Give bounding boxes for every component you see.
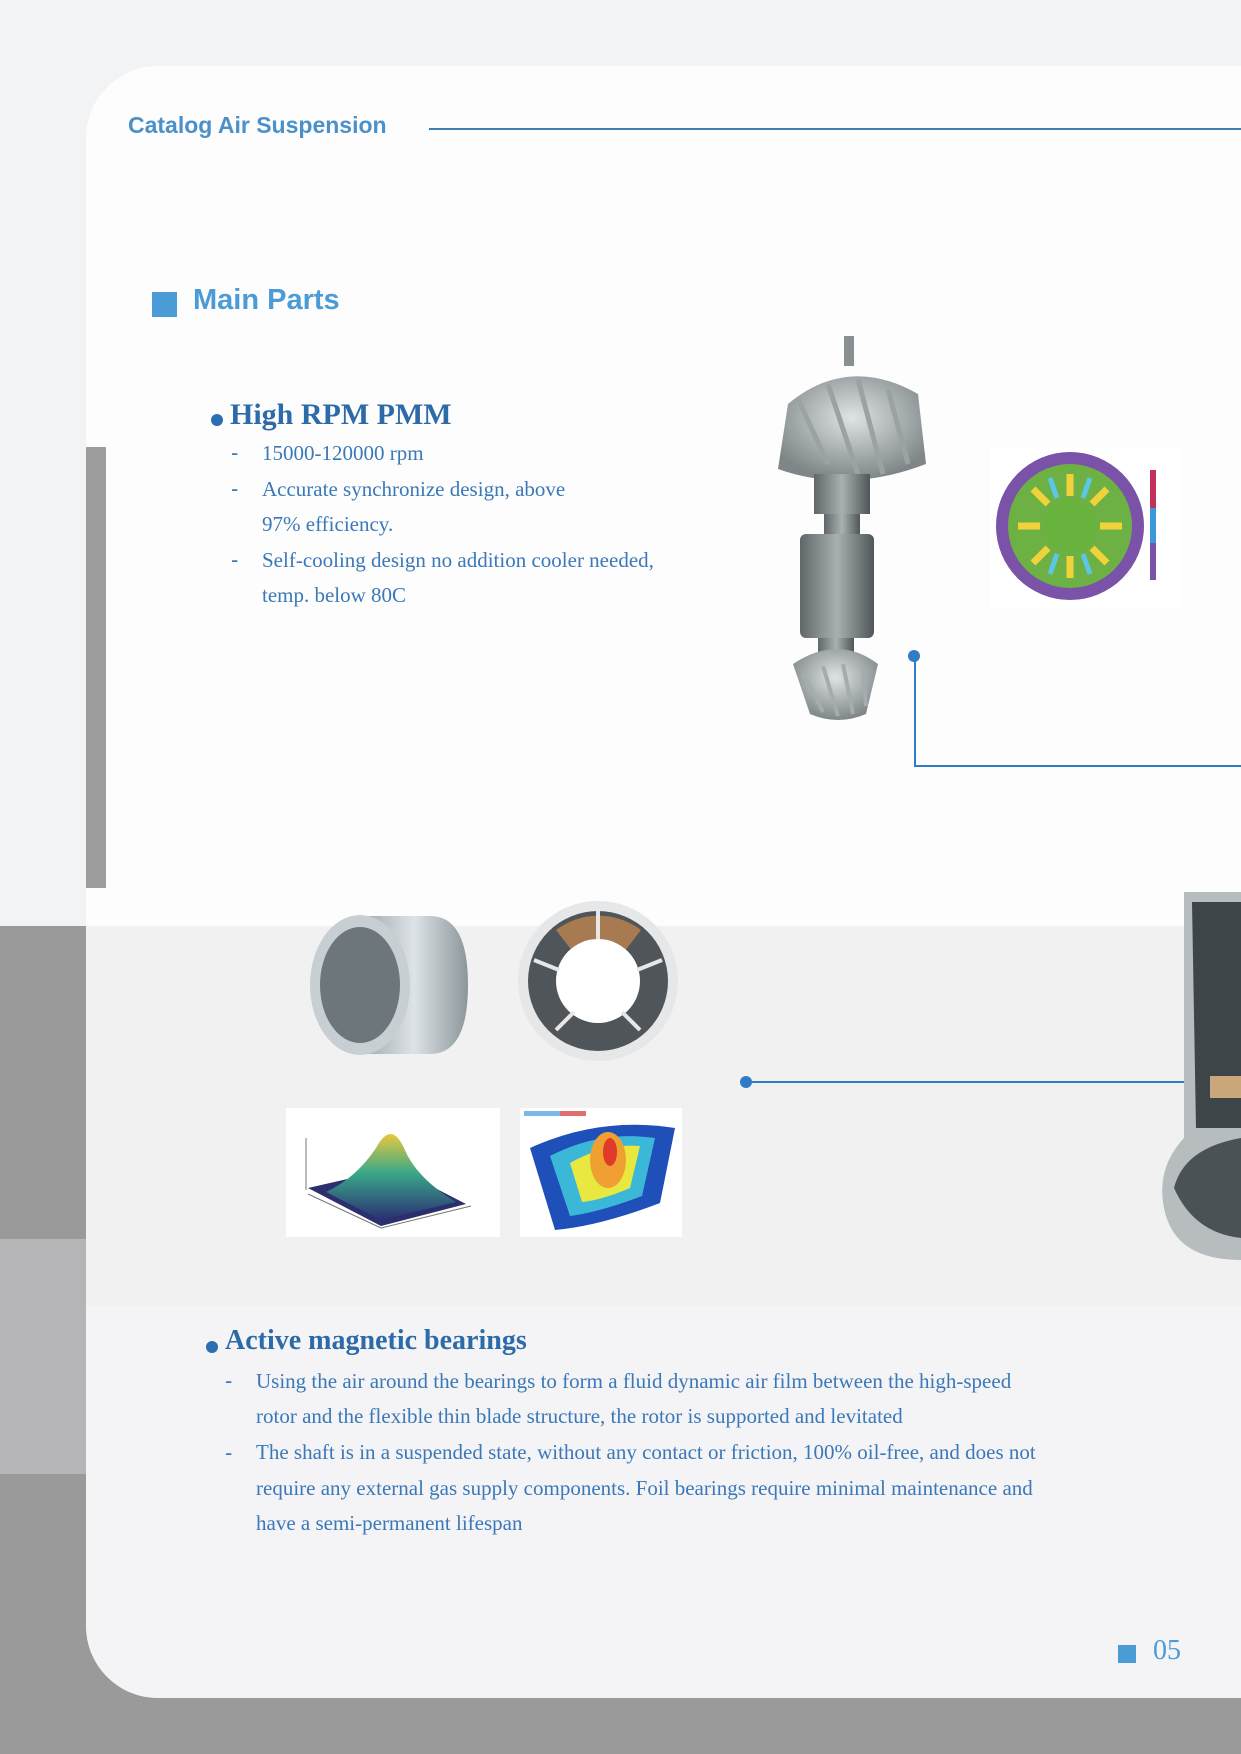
- bearings-title: Active magnetic bearings: [225, 1325, 527, 1356]
- bearings-bullet-2-line-1: The shaft is in a suspended state, without any contact or friction, 100% oil-free, and does not: [256, 1440, 1036, 1464]
- housing-image: [1134, 888, 1241, 1263]
- header-rule: [429, 128, 1241, 130]
- section-square-icon: [152, 292, 177, 317]
- pmm-dash-3: -: [231, 547, 239, 572]
- pmm-dash-1: -: [231, 440, 239, 465]
- pmm-bullet-3-line-2: temp. below 80C: [262, 583, 407, 607]
- pmm-bullet-2-line-1: Accurate synchronize design, above: [262, 477, 566, 501]
- rotor-connector-vertical: [914, 656, 916, 766]
- rotor-impeller-image: [748, 334, 938, 720]
- pressure-3d-plot-image: [286, 1108, 500, 1237]
- pmm-bullet-2-line-2: 97% efficiency.: [262, 512, 394, 536]
- bearings-dash-2: -: [225, 1440, 233, 1465]
- left-accent-bar: [86, 447, 106, 888]
- pmm-bullet-icon: [211, 414, 223, 426]
- pmm-dash-2: -: [231, 476, 239, 501]
- section-title: Main Parts: [193, 284, 340, 316]
- page-number: 05: [1153, 1635, 1181, 1666]
- bearings-bullet-1-line-1: Using the air around the bearings to form a fluid dynamic air film between the high-speed: [256, 1369, 1012, 1393]
- bearing-section-image: [516, 900, 681, 1062]
- catalog-header-title: Catalog Air Suspension: [128, 112, 387, 138]
- bearings-bullet-icon: [206, 1341, 218, 1353]
- rotor-connector-horizontal: [914, 765, 1241, 767]
- bearings-bullet-2-line-3: have a semi-permanent lifespan: [256, 1511, 523, 1535]
- pmm-bullet-3-line-1: Self-cooling design no addition cooler needed,: [262, 548, 654, 572]
- bearings-bullet-2-line-2: require any external gas supply components. Foil bearings require minimal maintenance and: [256, 1476, 1033, 1500]
- card-lower-panel: [86, 1306, 1241, 1698]
- pmm-title: High RPM PMM: [230, 398, 452, 431]
- page-number-square-icon: [1118, 1645, 1136, 1663]
- stator-fea-image: [990, 448, 1180, 608]
- bearings-bullet-1-line-2: rotor and the flexible thin blade structure, the rotor is supported and levitated: [256, 1404, 903, 1428]
- bearing-sleeve-image: [300, 910, 470, 1065]
- bearings-dash-1: -: [225, 1368, 233, 1393]
- pressure-contour-image: [520, 1108, 682, 1237]
- pmm-bullet-1-line-1: 15000-120000 rpm: [262, 441, 424, 465]
